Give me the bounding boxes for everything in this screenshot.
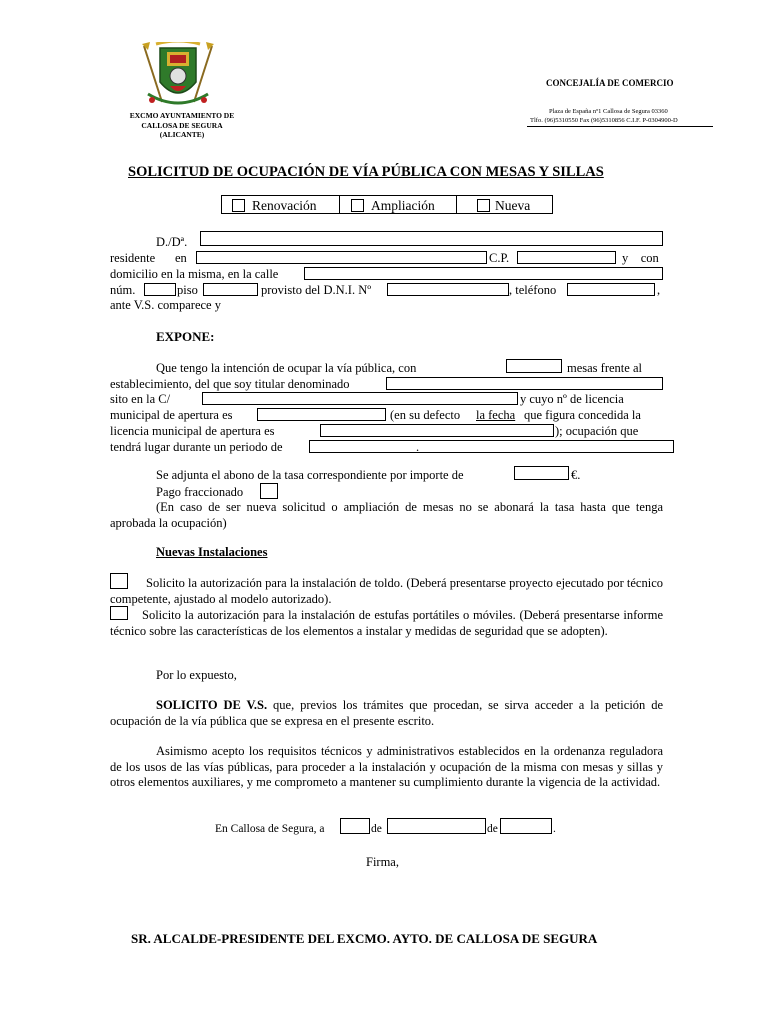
ampliacion-checkbox[interactable]: [351, 199, 364, 212]
solicito-text: que, previos los trámites que procedan, se sirva acceder a la petición de ocupación de la vía pública que se expresa en el presente escrito.: [110, 698, 663, 728]
establishment-street-field[interactable]: [202, 392, 518, 405]
nota-paragraph: (En caso de ser nueva solicitud o ampliación de mesas no se abonará la tasa hasta que tenga aprobada la ocupación): [110, 500, 663, 530]
nueva-label: Nueva: [495, 198, 531, 213]
renovacion-label: Renovación: [252, 198, 317, 213]
org-name: [106, 111, 258, 140]
domicilio-label: domicilio en la misma, en la calle: [110, 267, 279, 281]
estufas-paragraph: Solicito la autorización para la instalación de estufas portátiles o móviles. (Deberá presentarse informe técnico sobre las características de los elementos a instalar y medidas de seguridad que se adopten).: [110, 608, 663, 638]
toldo-paragraph: Solicito la autorización para la instalación de toldo. (Deberá presentarse proyecto ejecutado por técnico competente, ajustado al modelo autorizado).: [110, 576, 663, 606]
coat-of-arms-logo: [140, 42, 216, 110]
expone-line2: establecimiento, del que soy titular denominado: [110, 377, 350, 391]
phone-field[interactable]: [567, 283, 655, 296]
expone-line5b: ); ocupación que: [555, 424, 639, 438]
expone-line5a: licencia municipal de apertura es: [110, 424, 275, 438]
telefono-label: , teléfono: [509, 283, 557, 297]
installment-checkbox[interactable]: [260, 483, 278, 499]
page-title: SOLICITUD DE OCUPACIÓN DE VÍA PÚBLICA CON MESAS Y SILLAS: [128, 164, 604, 180]
solicito-bold: SOLICITO DE V.S.: [156, 698, 268, 712]
fee-amount-field[interactable]: [514, 466, 569, 480]
acepto-paragraph: Asimismo acepto los requisitos técnicos y administrativos establecidos en la ordenanza reguladora de los usos de las vías públicas, para proceder a la instalación y ocupación de la misma con mesas y sillas y otros elementos auxiliares, y me comprometo a mantener su cumplimiento durante la vigencia de la actividad.: [110, 744, 663, 789]
year-field[interactable]: [500, 818, 552, 834]
dd-label: D./Dª.: [156, 235, 188, 249]
provisto-label: provisto del D.N.I. Nº: [261, 283, 372, 297]
num-label: núm.: [110, 283, 136, 297]
pago-label: Pago fraccionado: [156, 485, 244, 499]
tasa-label: Se adjunta el abono de la tasa correspondiente por importe de: [156, 468, 464, 482]
floor-field[interactable]: [203, 283, 258, 296]
tables-count-field[interactable]: [506, 359, 562, 373]
expone-line3b: y cuyo nº de licencia: [520, 392, 624, 406]
period-field[interactable]: [309, 440, 674, 453]
de1-label: de: [371, 823, 382, 835]
header-rule: [527, 126, 713, 127]
month-field[interactable]: [387, 818, 486, 834]
piso-label: piso: [177, 283, 198, 297]
number-field[interactable]: [144, 283, 176, 296]
options-divider: [456, 195, 457, 214]
dni-field[interactable]: [387, 283, 509, 296]
euro-label: €.: [571, 468, 581, 482]
ampliacion-label: Ampliación: [371, 198, 435, 213]
expone-line4c: la fecha: [476, 408, 516, 422]
org-line3: (ALICANTE): [159, 130, 205, 139]
date-dot: .: [553, 823, 556, 835]
license-number-field[interactable]: [257, 408, 386, 421]
expone-line4a: municipal de apertura es: [110, 408, 233, 422]
options-divider: [339, 195, 340, 214]
de2-label: de: [487, 823, 498, 835]
y-con-label: y con: [622, 251, 659, 265]
expone-line4b: (en su defecto: [390, 408, 461, 422]
solicito-paragraph: [110, 698, 663, 729]
department-name: CONCEJALÍA DE COMERCIO: [546, 78, 674, 88]
expone-line1a: Que tengo la intención de ocupar la vía pública, con: [156, 361, 417, 375]
firma-label: Firma,: [366, 855, 399, 869]
comma-label: ,: [657, 283, 661, 297]
expone-line3a: sito en la C/: [110, 392, 171, 406]
cp-field[interactable]: [517, 251, 616, 264]
license-date-field[interactable]: [320, 424, 554, 437]
expuesto-label: Por lo expuesto,: [156, 668, 237, 682]
day-field[interactable]: [340, 818, 370, 834]
lugar-label: En Callosa de Segura, a: [215, 823, 325, 835]
nueva-checkbox[interactable]: [477, 199, 490, 212]
establishment-field[interactable]: [386, 377, 663, 390]
expone-heading: EXPONE:: [156, 329, 215, 344]
ante-label: ante V.S. comparece y: [110, 298, 221, 312]
period-dot: .: [416, 440, 420, 454]
cp-label: C.P.: [489, 251, 510, 265]
org-line1: EXCMO AYUNTAMIENTO DE: [129, 111, 235, 120]
expone-line4d: que figura concedida la: [524, 408, 641, 422]
renovacion-checkbox[interactable]: [232, 199, 245, 212]
instalaciones-heading: Nuevas Instalaciones: [156, 545, 268, 559]
expone-line6: tendrá lugar durante un periodo de: [110, 440, 283, 454]
street-field[interactable]: [304, 267, 663, 280]
org-line2: CALLOSA DE SEGURA: [141, 120, 223, 130]
header-address: Plaza de España nº1 Callosa de Segura 03360: [549, 108, 668, 115]
residente-label: residente: [110, 251, 156, 265]
name-field[interactable]: [200, 231, 663, 246]
addressee-footer: SR. ALCALDE-PRESIDENTE DEL EXCMO. AYTO. DE CALLOSA DE SEGURA: [131, 931, 598, 946]
en-label: en: [175, 251, 187, 265]
header-contact: Tlfo. (96)5310550 Fax (96)5310856 C.I.F. P-0304900-D: [530, 117, 678, 124]
city-field[interactable]: [196, 251, 487, 264]
expone-line1b: mesas frente al: [567, 361, 642, 375]
